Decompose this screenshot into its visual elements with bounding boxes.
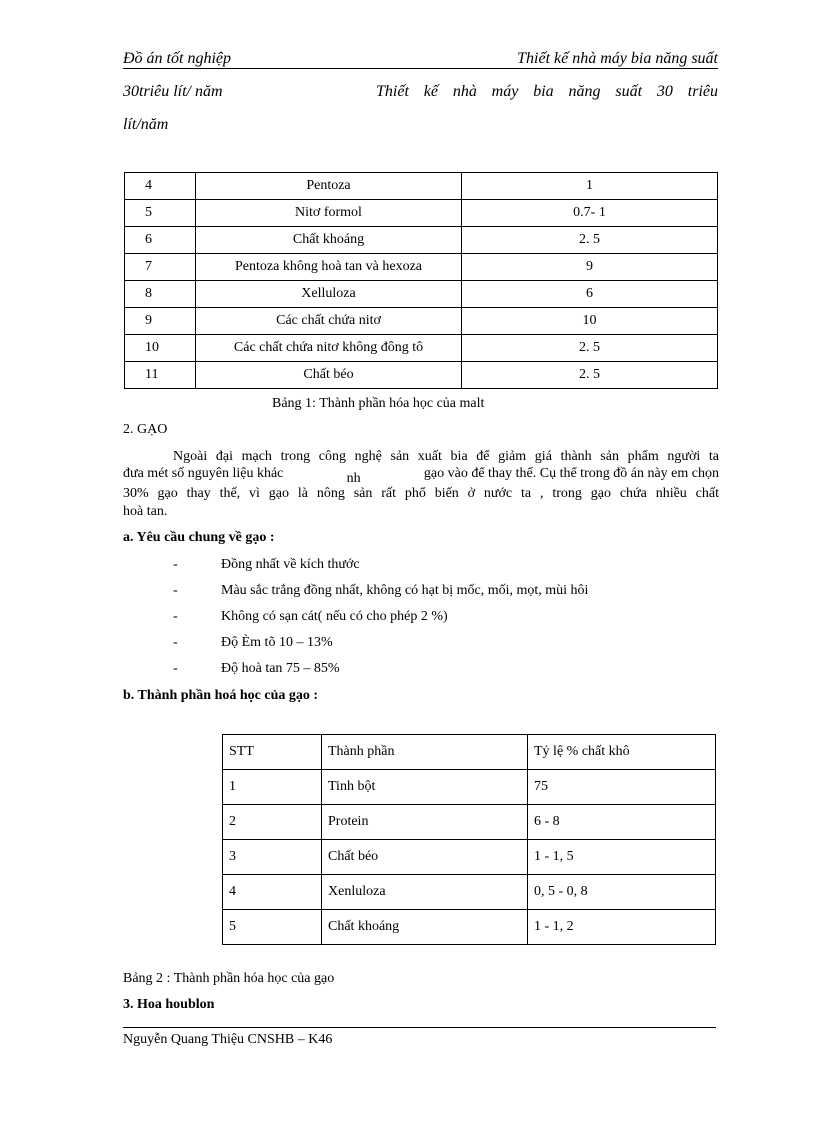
table-row: 6 Chất khoáng 2. 5 <box>125 227 718 254</box>
table-row: 4 Xenluloza 0, 5 - 0, 8 <box>223 875 716 910</box>
table-row: 5 Nitơ formol 0.7- 1 <box>125 200 718 227</box>
list-item: Độ hoà tan 75 – 85% <box>221 661 340 676</box>
rice-composition-table <box>222 734 716 945</box>
table-row: 2 Protein 6 - 8 <box>223 805 716 840</box>
table-row: 7 Pentoza không hoà tan và hexoza 9 <box>125 254 718 281</box>
header-rule <box>123 68 718 69</box>
bullet-dash: - <box>173 661 178 676</box>
paragraph-line-2: đưa mét số nguyên liệu khác nh gạo vào để thay thế. Cụ thể trong đồ án này em chọn <box>123 466 719 486</box>
table-row: 4 Pentoza 1 <box>125 173 718 200</box>
list-item: Độ Èm tõ 10 – 13% <box>221 635 333 650</box>
table-row: 5 Chất khoáng 1 - 1, 2 <box>223 910 716 945</box>
section3-heading: 3. Hoa houblon <box>123 997 215 1012</box>
bullet-dash: - <box>173 609 178 624</box>
table-header-row: STT Thành phần Tỷ lệ % chất khô <box>223 735 716 770</box>
header-line2-left: 30triêu lít/ năm <box>123 83 223 100</box>
header-right-title: Thiết kế nhà máy bia năng suất <box>517 50 718 67</box>
table2-caption: Bảng 2 : Thành phần hóa học của gạo <box>123 971 335 986</box>
footer-rule <box>123 1027 716 1028</box>
section2-heading: 2. GẠO <box>123 422 168 437</box>
requirements-heading: a. Yêu cầu chung về gạo : <box>123 530 275 545</box>
paragraph-line: 30% gạo thay thế, vì gạo là nông sản rất phổ biến ở nước ta , trong gạo chứa nhiều chất <box>123 486 719 501</box>
table-row: 8 Xelluloza 6 <box>125 281 718 308</box>
list-item: Màu sắc trắng đồng nhất, không có hạt bị mốc, mối, mọt, mùi hôi <box>221 583 589 598</box>
header-line2-right: Thiết kế nhà máy bia năng suất 30 triêu <box>376 83 718 100</box>
bullet-dash: - <box>173 557 178 572</box>
table-row: 9 Các chất chứa nitơ 10 <box>125 308 718 335</box>
table1-caption: Bảng 1: Thành phần hóa học của malt <box>272 396 485 411</box>
table-row: 1 Tinh bột 75 <box>223 770 716 805</box>
header-line3-left: lít/năm <box>123 116 169 133</box>
table-row: 10 Các chất chứa nitơ không đông tô 2. 5 <box>125 335 718 362</box>
malt-composition-table <box>124 172 718 389</box>
list-item: Đồng nhất về kích thước <box>221 557 360 572</box>
table-row: 3 Chất béo 1 - 1, 5 <box>223 840 716 875</box>
list-item: Không có sạn cát( nếu có cho phép 2 %) <box>221 609 448 624</box>
footer-author: Nguyễn Quang Thiệu CNSHB – K46 <box>123 1032 333 1047</box>
paragraph-line: hoà tan. <box>123 504 168 519</box>
paragraph-line: Ngoài đại mạch trong công nghệ sản xuất bia để giảm giá thành sản phẩm người ta <box>173 449 719 464</box>
composition-heading: b. Thành phần hoá học của gạo : <box>123 688 319 703</box>
bullet-dash: - <box>173 635 178 650</box>
header-left-title: Đồ án tốt nghiệp <box>123 50 231 67</box>
table-row: 11 Chất béo 2. 5 <box>125 362 718 389</box>
bullet-dash: - <box>173 583 178 598</box>
